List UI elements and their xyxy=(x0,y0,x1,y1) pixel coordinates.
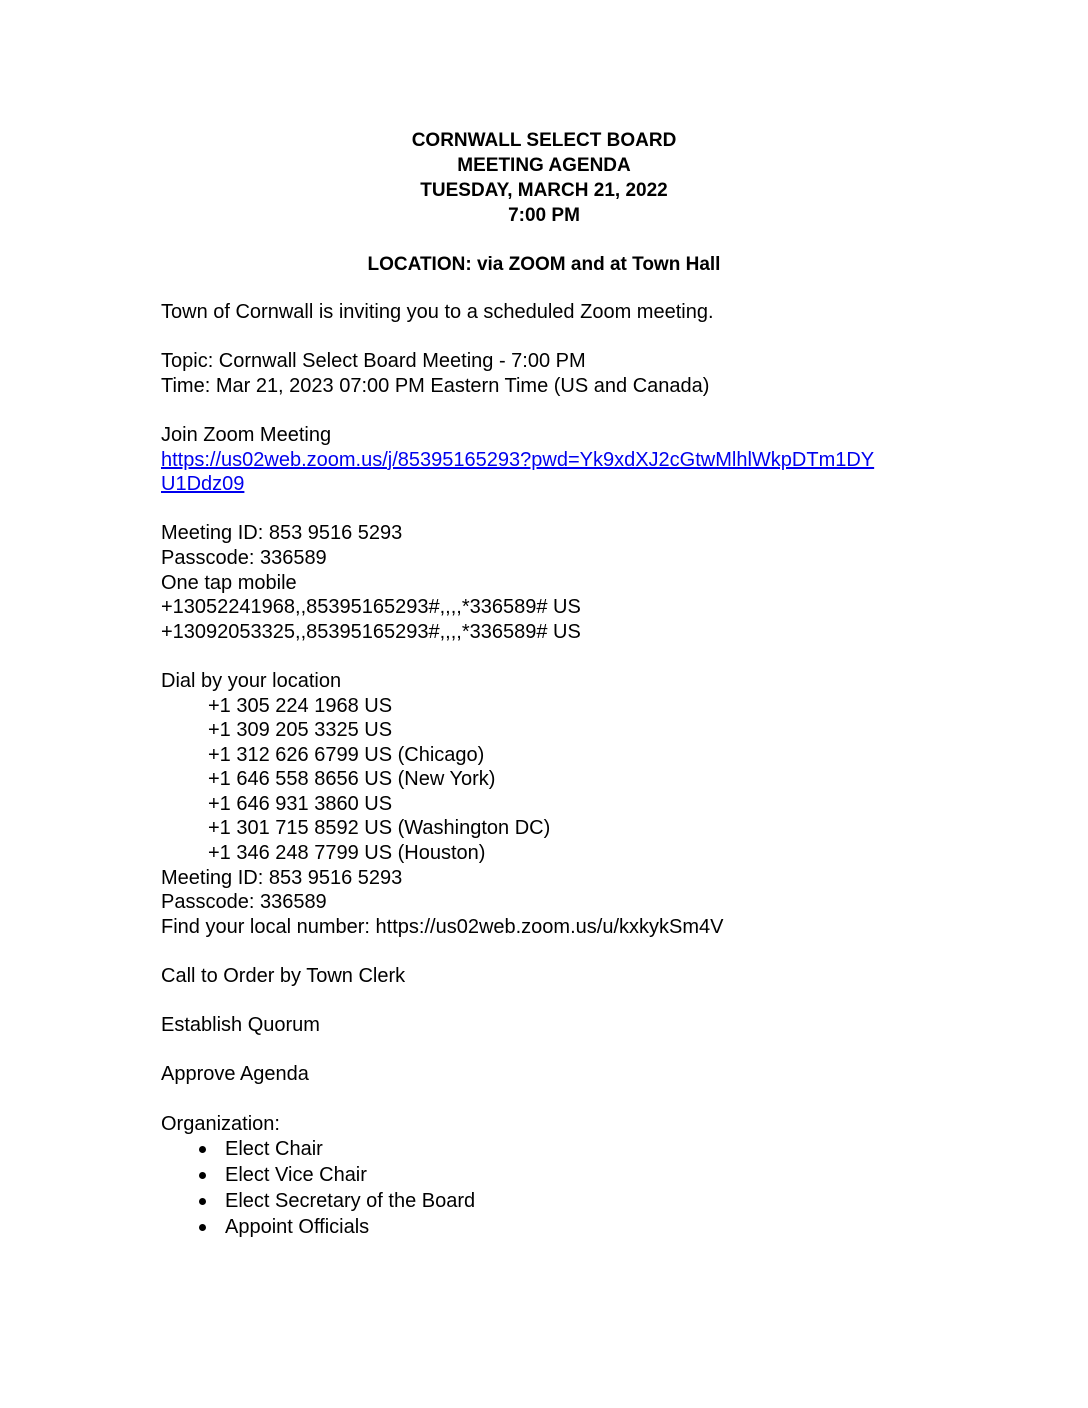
dial-number: +1 312 626 6799 US (Chicago) xyxy=(208,743,485,766)
bullet-icon xyxy=(199,1224,206,1231)
list-item xyxy=(161,1188,961,1214)
agenda-body xyxy=(161,300,961,1240)
agenda-item-quorum: Establish Quorum xyxy=(161,1014,320,1037)
zoom-topic: Topic: Cornwall Select Board Meeting - 7:00 PM xyxy=(161,350,586,373)
dial-by-location-label: Dial by your location xyxy=(161,669,342,692)
agenda-header xyxy=(0,128,1088,228)
passcode: Passcode: 336589 xyxy=(161,546,327,569)
one-tap-number: +13092053325,,85395165293#,,,,*336589# US xyxy=(161,620,581,643)
bullet-icon xyxy=(199,1146,206,1153)
join-zoom-link-continued[interactable]: U1Ddz09 xyxy=(161,473,245,496)
find-local-number: Find your local number: https://us02web.zoom.us/u/kxkykSm4V xyxy=(161,915,724,938)
meeting-location: LOCATION: via ZOOM and at Town Hall xyxy=(367,254,721,275)
one-tap-number: +13052241968,,85395165293#,,,,*336589# US xyxy=(161,596,581,619)
agenda-item-organization: Organization: xyxy=(161,1112,280,1135)
dial-number: +1 301 715 8592 US (Washington DC) xyxy=(208,817,551,840)
agenda-item-call-to-order: Call to Order by Town Clerk xyxy=(161,965,406,988)
list-item xyxy=(161,1162,961,1188)
passcode-repeat: Passcode: 336589 xyxy=(161,891,327,914)
dial-number: +1 346 248 7799 US (Houston) xyxy=(208,842,486,865)
join-zoom-link[interactable]: https://us02web.zoom.us/j/85395165293?pwd=Yk9xdXJ2cGtwMlhlWkpDTm1DY xyxy=(161,448,875,471)
board-name: CORNWALL SELECT BOARD xyxy=(411,130,677,151)
join-zoom-label: Join Zoom Meeting xyxy=(161,423,332,446)
meeting-id-repeat: Meeting ID: 853 9516 5293 xyxy=(161,866,403,889)
one-tap-label: One tap mobile xyxy=(161,571,297,594)
meeting-date: TUESDAY, MARCH 21, 2022 xyxy=(420,180,668,201)
list-item-text: Elect Chair xyxy=(225,1138,323,1161)
list-item xyxy=(161,1214,961,1240)
list-item-text: Elect Secretary of the Board xyxy=(225,1190,476,1213)
dial-number: +1 309 205 3325 US xyxy=(208,719,393,742)
organization-list xyxy=(161,1136,961,1240)
meeting-time: 7:00 PM xyxy=(508,205,580,226)
list-item-text: Elect Vice Chair xyxy=(225,1164,367,1187)
bullet-icon xyxy=(199,1172,206,1179)
zoom-time: Time: Mar 21, 2023 07:00 PM Eastern Time (US and Canada) xyxy=(161,374,710,397)
dial-number: +1 646 931 3860 US xyxy=(208,792,393,815)
list-item-text: Appoint Officials xyxy=(225,1216,370,1239)
dial-number: +1 305 224 1968 US xyxy=(208,694,393,717)
document-title: MEETING AGENDA xyxy=(457,155,631,176)
zoom-invite-intro: Town of Cornwall is inviting you to a scheduled Zoom meeting. xyxy=(161,301,714,323)
list-item xyxy=(161,1136,961,1162)
dial-number: +1 646 558 8656 US (New York) xyxy=(208,768,496,791)
meeting-id: Meeting ID: 853 9516 5293 xyxy=(161,522,403,545)
agenda-item-approve: Approve Agenda xyxy=(161,1063,309,1086)
bullet-icon xyxy=(199,1198,206,1205)
